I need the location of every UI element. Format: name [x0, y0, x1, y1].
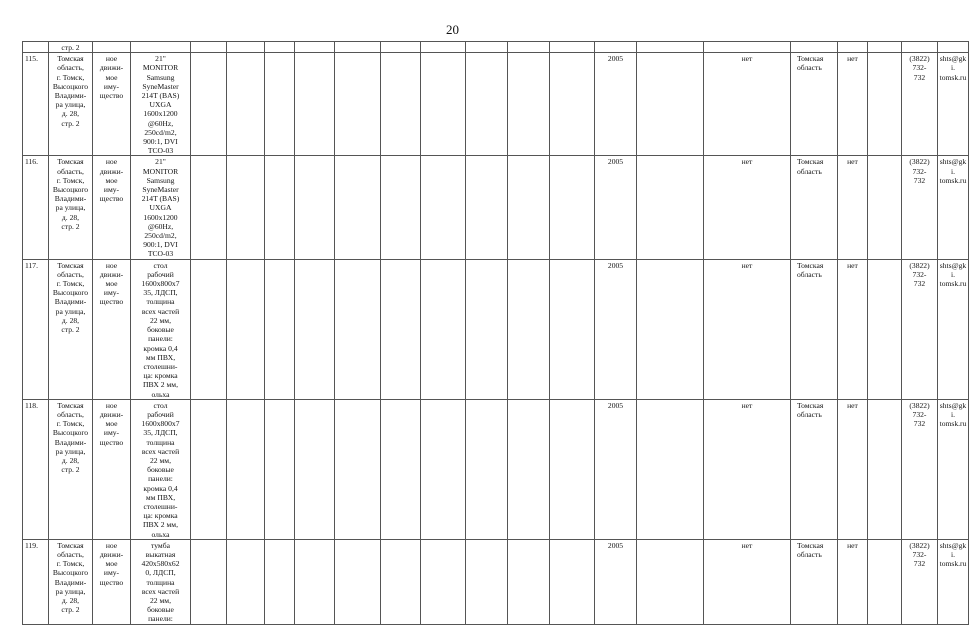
row-number: 115.: [23, 53, 49, 156]
phone-cell: (3822) 732- 732: [902, 259, 938, 399]
property-registry-table: [22, 41, 969, 625]
region-cell: Томская область: [791, 259, 838, 399]
table-row: [23, 259, 969, 399]
region-cell: Томская область: [791, 53, 838, 156]
year-cell: 2005: [595, 259, 637, 399]
table-row: [23, 539, 969, 624]
encumbrance-cell: нет: [704, 399, 791, 539]
description-cell: 21" MONITOR Samsung SyneMaster 214T (BAS) UXGA 1600x1200 @60Hz, 250cd/m2, 900:1, DVI TCO-03: [131, 156, 191, 259]
continuation-row: [23, 42, 969, 53]
year-cell: 2005: [595, 156, 637, 259]
property-type-cell: ное движи- мое иму- щество: [93, 539, 131, 624]
phone-cell: (3822) 732- 732: [902, 156, 938, 259]
row-number: 119.: [23, 539, 49, 624]
year-cell: 2005: [595, 539, 637, 624]
row-number: 116.: [23, 156, 49, 259]
row-number: 118.: [23, 399, 49, 539]
email-cell: shts@gki. tomsk.ru: [938, 156, 969, 259]
flag-cell: нет: [838, 259, 868, 399]
region-cell: Томская область: [791, 156, 838, 259]
description-cell: стол рабочий 1600x800x7 35, ЛДСП, толщина всех частей 22 мм, боковые панели: кромка 0,4 мм ПВХ, столешни- ца: кромка ПВХ 2 мм, ольха: [131, 259, 191, 399]
page-number: 20: [446, 22, 459, 37]
table-row: [23, 399, 969, 539]
phone-cell: (3822) 732- 732: [902, 539, 938, 624]
property-type-cell: ное движи- мое иму- щество: [93, 399, 131, 539]
address-cell: Томская область, г. Томск, Высоцкого Владими- ра улица, д. 28, стр. 2: [49, 53, 93, 156]
email-cell: shts@gki. tomsk.ru: [938, 399, 969, 539]
description-cell: стол рабочий 1600x800x7 35, ЛДСП, толщина всех частей 22 мм, боковые панели: кромка 0,4 мм ПВХ, столешни- ца: кромка ПВХ 2 мм, ольха: [131, 399, 191, 539]
email-cell: shts@gki. tomsk.ru: [938, 259, 969, 399]
property-type-cell: ное движи- мое иму- щество: [93, 156, 131, 259]
property-type-cell: ное движи- мое иму- щество: [93, 53, 131, 156]
encumbrance-cell: нет: [704, 53, 791, 156]
property-type-cell: ное движи- мое иму- щество: [93, 259, 131, 399]
email-cell: shts@gki. tomsk.ru: [938, 53, 969, 156]
table-row: [23, 53, 969, 156]
address-cell: Томская область, г. Томск, Высоцкого Владими- ра улица, д. 28, стр. 2: [49, 156, 93, 259]
encumbrance-cell: нет: [704, 156, 791, 259]
description-cell: тумба выкатная 420x580x62 0, ЛДСП, толщина всех частей 22 мм, боковые панели:: [131, 539, 191, 624]
encumbrance-cell: нет: [704, 539, 791, 624]
address-cell: Томская область, г. Томск, Высоцкого Владими- ра улица, д. 28, стр. 2: [49, 399, 93, 539]
row-number: 117.: [23, 259, 49, 399]
region-cell: Томская область: [791, 539, 838, 624]
year-cell: 2005: [595, 53, 637, 156]
address-cell: Томская область, г. Томск, Высоцкого Владими- ра улица, д. 28, стр. 2: [49, 259, 93, 399]
flag-cell: нет: [838, 156, 868, 259]
encumbrance-cell: нет: [704, 259, 791, 399]
description-cell: 21" MONITOR Samsung SyneMaster 214T (BAS) UXGA 1600x1200 @60Hz, 250cd/m2, 900:1, DVI TCO-03: [131, 53, 191, 156]
flag-cell: нет: [838, 539, 868, 624]
flag-cell: нет: [838, 399, 868, 539]
phone-cell: (3822) 732- 732: [902, 399, 938, 539]
email-cell: shts@gki. tomsk.ru: [938, 539, 969, 624]
flag-cell: нет: [838, 53, 868, 156]
phone-cell: (3822) 732- 732: [902, 53, 938, 156]
year-cell: 2005: [595, 399, 637, 539]
table-row: [23, 156, 969, 259]
address-cell: стр. 2: [49, 42, 93, 53]
address-cell: Томская область, г. Томск, Высоцкого Владими- ра улица, д. 28, стр. 2: [49, 539, 93, 624]
region-cell: Томская область: [791, 399, 838, 539]
